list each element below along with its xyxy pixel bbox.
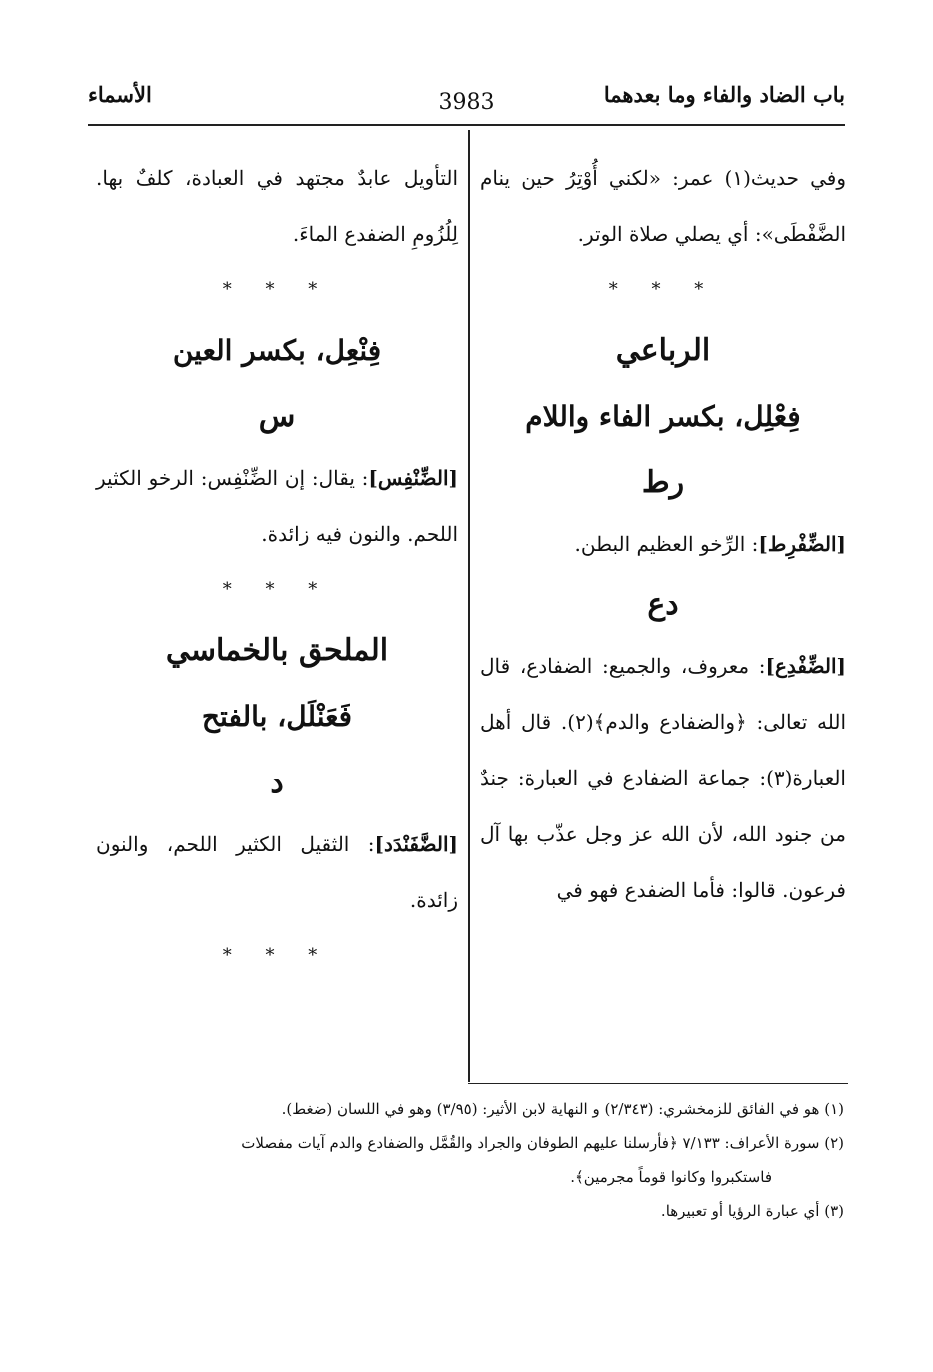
section-stars: * * * (608, 279, 718, 300)
entry-definition: : الثقيل الكثير اللحم، والنون زائدة. (96, 832, 458, 912)
page-number: 3983 (438, 90, 495, 115)
right-column (480, 150, 846, 918)
heading-fanalal: فَعَنْلَل، بالفتح (201, 700, 353, 733)
entry-term: [الضِّفْدِع] (765, 654, 846, 678)
footnote-2: (٢) سورة الأعراف: ٧/١٣٣ ﴿فأرسلنا عليهم الطوفان والجراد والقُمَّل والضفادع والدم آيات مفصلات (241, 1134, 844, 1152)
entry-term: [الضِّفْرِط] (758, 532, 846, 556)
entry-definition: : يقال: إن الضِّنْفِس: الرخو الكثير اللحم. والنون فيه زائدة. (96, 466, 458, 546)
left-column (96, 150, 458, 984)
footnote-3: (٣) أي عبارة الرؤيا أو تعبيرها. (660, 1202, 844, 1220)
root-heading-rt: رط (641, 465, 685, 500)
heading-mulhaq: الملحق بالخماسي (165, 633, 389, 668)
footnote-1: (١) هو في الفائق للزمخشري: (٢/٣٤٣) و النهاية لابن الأثير: (٣/٩٥) وهو في اللسان (ضغط). (281, 1100, 844, 1118)
running-head-section: الأسماء (88, 82, 152, 107)
entry-term: [الضَّفَنْدَد] (374, 832, 458, 856)
entry-definition: : معروف، والجميع: الضفادع، قال الله تعالى: ﴿والضفادع والدم﴾(٢). قال أهل العبارة(٣): جماعة الضفادع في العبارة: جندٌ من جنود الله، لأن الله عز وجل عذّب بها آل فرعون. قالوا: فأما الضفدع فهو في (480, 654, 847, 902)
root-heading-d: د (270, 765, 284, 800)
footnote-rule (468, 1083, 848, 1084)
hadith-paragraph: وفي حديث(١) عمر: «لكني أُوْتِرُ حين ينام الضَّفْطَى»: أي يصلي صلاة الوتر. (480, 166, 846, 246)
root-heading-da: دع (647, 587, 679, 622)
entry-dhifrit (480, 516, 846, 572)
entry-definition: : الرِّخو العظيم البطن. (574, 532, 759, 556)
column-divider (468, 130, 470, 1082)
entry-dhafandad (96, 816, 458, 928)
entry-dhifda (480, 638, 846, 918)
section-stars: * * * (222, 579, 332, 600)
section-stars: * * * (222, 945, 332, 966)
footnotes (100, 1092, 844, 1228)
running-head-chapter: باب الضاد والفاء وما بعدهما (603, 82, 845, 107)
heading-finil: فِنْعِل، بكسر العين (172, 334, 382, 367)
entry-dhinfis (96, 450, 458, 562)
header-rule (88, 124, 845, 126)
heading-filil: فِعْلِل، بكسر الفاء واللام (525, 400, 801, 433)
heading-rubai: الرباعي (615, 333, 711, 368)
section-stars: * * * (222, 279, 332, 300)
continuation-paragraph: التأويل عابدٌ مجتهد في العبادة، كلفٌ بها. لِلُزُومِ الضفدع الماءَ. (96, 166, 458, 246)
footnote-2-continuation: فاستكبروا وكانوا قوماً مجرمين﴾. (570, 1168, 772, 1186)
root-heading-s: س (258, 399, 296, 434)
entry-term: [الضِّنْفِس] (368, 466, 458, 490)
